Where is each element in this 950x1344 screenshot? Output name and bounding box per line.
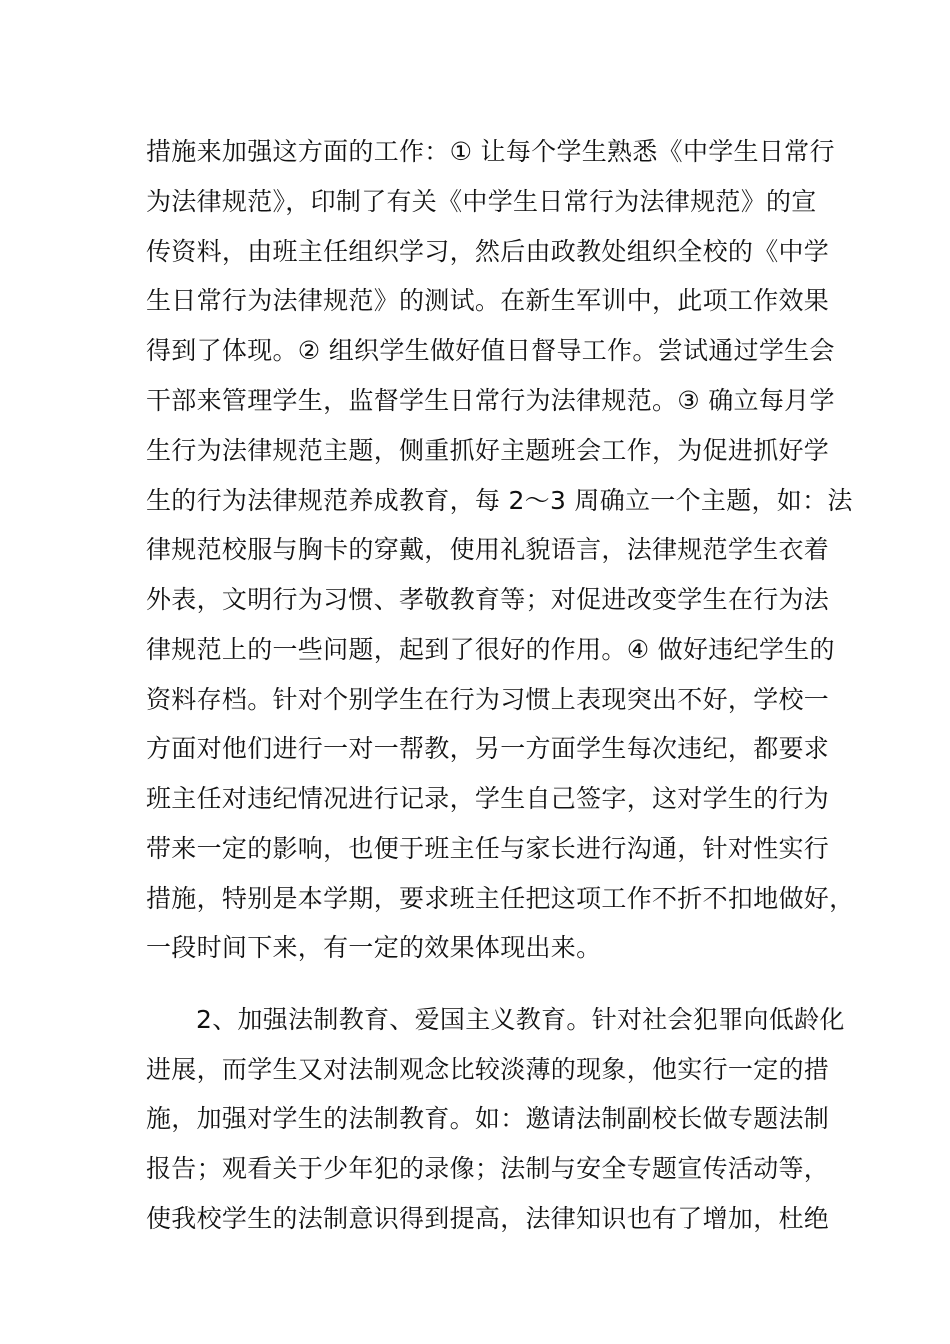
text-line: 带来一定的影响，也便于班主任与家长进行沟通，针对性实行 xyxy=(146,834,830,863)
text-line: 资料存档。针对个别学生在行为习惯上表现突出不好，学校一 xyxy=(146,685,830,714)
text-line: 施，加强对学生的法制教育。如：邀请法制副校长做专题法制 xyxy=(146,1104,830,1133)
text-line: 报告；观看关于少年犯的录像；法制与安全专题宣传活动等， xyxy=(146,1154,830,1183)
text-line: 为法律规范》，印制了有关《中学生日常行为法律规范》的宣 xyxy=(146,187,817,216)
text-line: 律规范校服与胸卡的穿戴，使用礼貌语言，法律规范学生衣着 xyxy=(146,535,830,564)
text-line: 外表，文明行为习惯、孝敬教育等；对促进改变学生在行为法 xyxy=(146,585,830,614)
text-line: 律规范上的一些问题，起到了很好的作用。④ 做好违纪学生的 xyxy=(146,635,835,664)
text-line: 干部来管理学生，监督学生日常行为法律规范。③ 确立每月学 xyxy=(146,386,835,415)
text-line: 得到了体现。② 组织学生做好值日督导工作。尝试通过学生会 xyxy=(146,336,835,365)
text-line: 措施来加强这方面的工作：① 让每个学生熟悉《中学生日常行 xyxy=(146,137,835,166)
paragraph-start-line: 2、加强法制教育、爱国主义教育。针对社会犯罪向低龄化 xyxy=(196,1005,845,1034)
text-line: 一段时间下来，有一定的效果体现出来。 xyxy=(146,933,602,962)
text-line: 生日常行为法律规范》的测试。在新生军训中，此项工作效果 xyxy=(146,286,830,315)
text-line: 使我校学生的法制意识得到提高，法律知识也有了增加，杜绝 xyxy=(146,1204,830,1233)
text-line: 生行为法律规范主题，侧重抓好主题班会工作，为促进抓好学 xyxy=(146,436,830,465)
text-line: 传资料，由班主任组织学习，然后由政教处组织全校的《中学 xyxy=(146,237,830,266)
text-line: 进展，而学生又对法制观念比较淡薄的现象，他实行一定的措 xyxy=(146,1055,830,1084)
text-line: 生的行为法律规范养成教育，每 2～3 周确立一个主题，如：法 xyxy=(146,486,853,515)
text-line: 措施，特别是本学期，要求班主任把这项工作不折不扣地做好， xyxy=(146,884,855,913)
text-line: 班主任对违纪情况进行记录，学生自己签字，这对学生的行为 xyxy=(146,784,830,813)
text-line: 方面对他们进行一对一帮教，另一方面学生每次违纪，都要求 xyxy=(146,734,830,763)
